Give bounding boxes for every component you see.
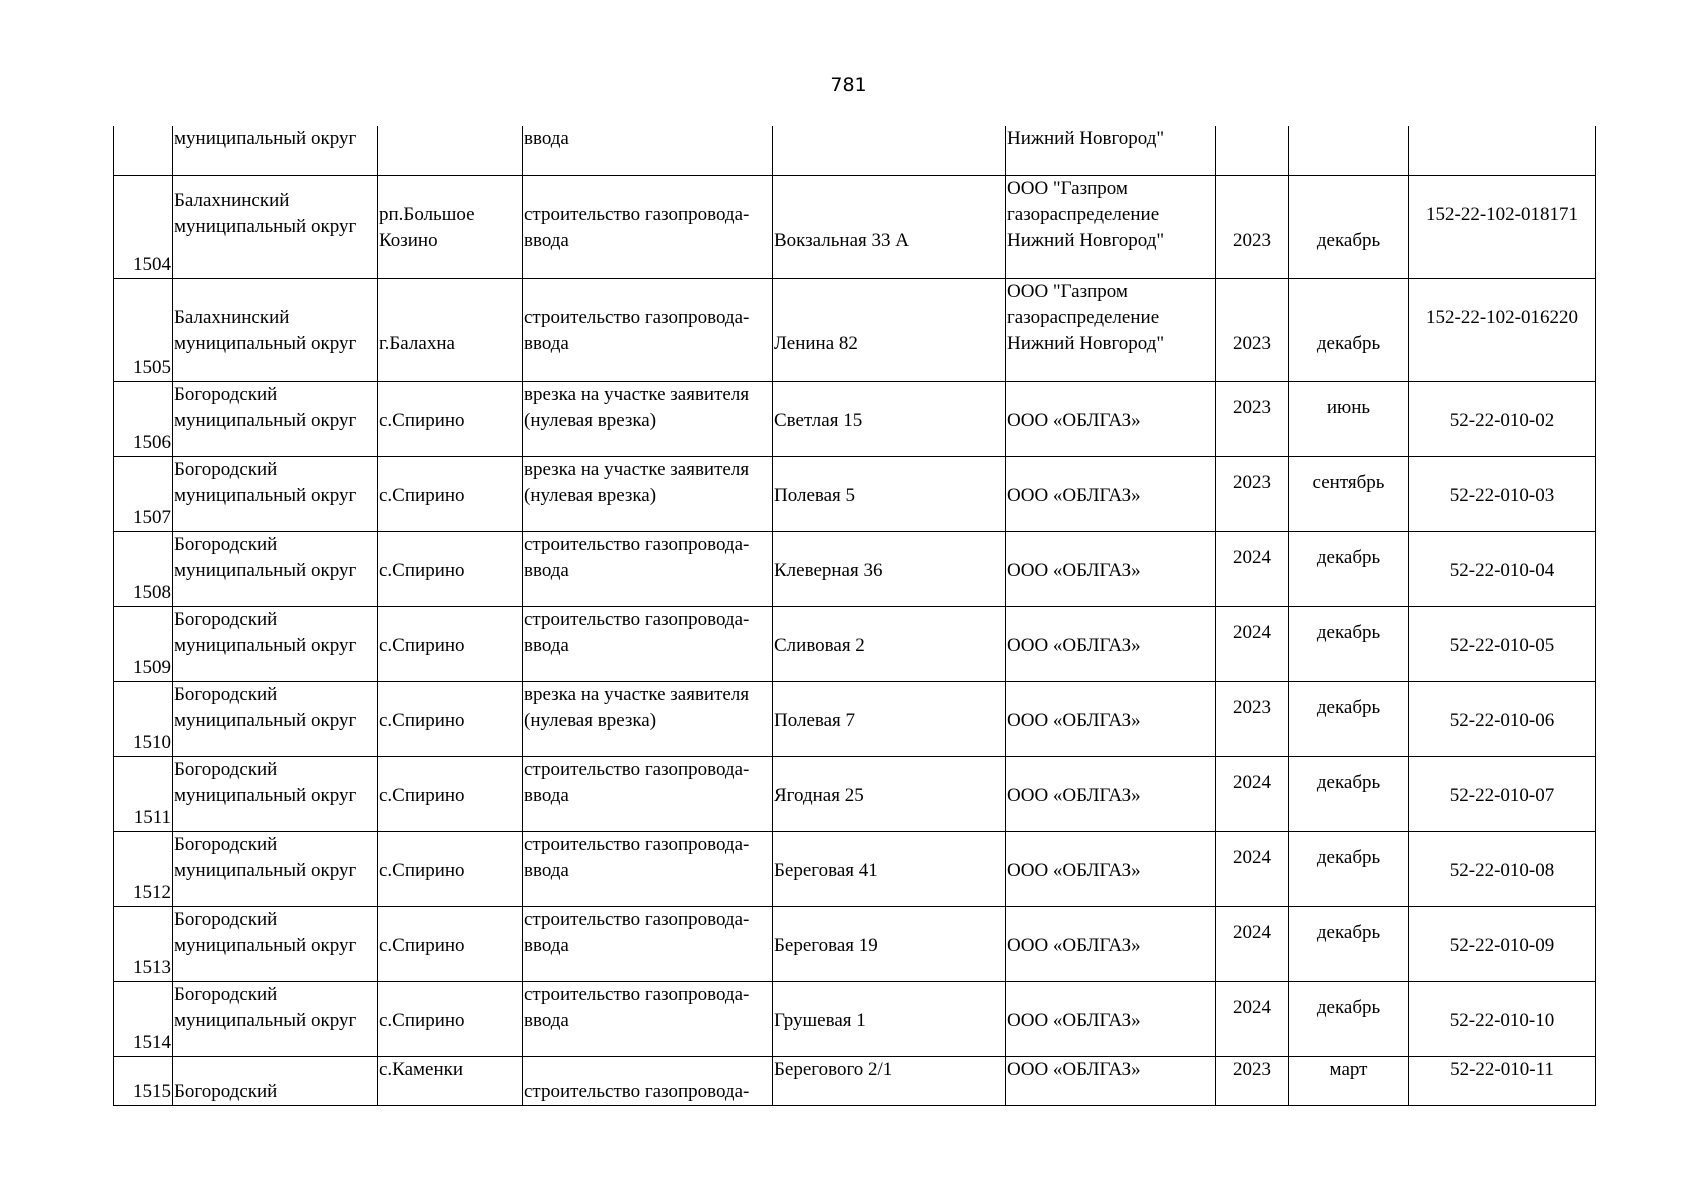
num-cell [114,381,173,456]
code-text: 52-22-010-08 [1449,859,1555,881]
num-cell [114,531,173,606]
address-text: Береговая 41 [774,859,878,881]
address-cell [773,126,1006,175]
code-cell [1409,456,1596,531]
registry-table [113,126,1596,1106]
company-line: Нижний Новгород" [1007,229,1165,251]
company-cell [1006,175,1216,278]
year-cell [1216,126,1289,175]
district-line: Богородский [174,683,278,705]
district-line: Богородский [174,908,278,930]
row-number: 1508 [133,581,171,603]
num-cell [114,1056,173,1105]
month-cell [1289,606,1409,681]
row-number: 1512 [133,881,171,903]
work-line: (нулевая врезка) [524,484,657,506]
year-cell [1216,381,1289,456]
work-line: ввода [524,559,569,581]
district-line: муниципальный округ [174,484,357,506]
year-cell [1216,606,1289,681]
month-text: июнь [1326,396,1371,418]
settlement-cell [378,606,523,681]
company-line: ООО "Газпром [1007,177,1128,199]
district-line: муниципальный округ [174,709,357,731]
year-text: 2024 [1233,996,1271,1018]
table-row [114,831,1596,906]
address-text: Берегового 2/1 [774,1058,893,1080]
work-cell [523,531,773,606]
code-cell [1409,126,1596,175]
work-line: строительство газопровода- [524,533,750,555]
year-cell [1216,831,1289,906]
address-text: Клеверная 36 [774,559,883,581]
company-text: ООО «ОБЛГАЗ» [1007,1009,1141,1031]
table-row [114,456,1596,531]
company-text: Нижний Новгород" [1007,128,1165,149]
district-line: муниципальный округ [174,859,357,881]
district-cell [173,831,378,906]
code-text: 52-22-010-03 [1449,484,1555,506]
year-text: 2024 [1233,546,1271,568]
work-line: ввода [524,229,569,251]
month-cell [1289,126,1409,175]
code-cell [1409,175,1596,278]
address-text: Светлая 15 [774,409,863,431]
settlement-cell [378,381,523,456]
year-cell [1216,756,1289,831]
work-line: строительство газопровода- [524,1080,750,1102]
district-line: Богородский [174,833,278,855]
address-cell [773,456,1006,531]
work-line: врезка на участке заявителя [524,458,750,480]
code-cell [1409,1056,1596,1105]
num-cell [114,906,173,981]
month-cell [1289,831,1409,906]
address-cell [773,831,1006,906]
year-text: 2024 [1233,621,1271,643]
work-line: строительство газопровода- [524,758,750,780]
work-line: ввода [524,784,569,806]
settlement-cell [378,531,523,606]
month-cell [1289,456,1409,531]
num-cell [114,831,173,906]
work-line: врезка на участке заявителя [524,683,750,705]
num-cell [114,175,173,278]
work-line: строительство газопровода- [524,306,750,328]
company-cell [1006,456,1216,531]
settlement-cell [378,981,523,1056]
table-row-continued [114,126,1596,175]
company-text: ООО «ОБЛГАЗ» [1007,1058,1141,1080]
company-cell [1006,381,1216,456]
code-text: 52-22-010-11 [1450,1058,1554,1080]
num-cell [114,126,173,175]
month-cell [1289,756,1409,831]
work-line: строительство газопровода- [524,983,750,1005]
code-cell [1409,831,1596,906]
company-cell [1006,126,1216,175]
work-cell [523,456,773,531]
address-text: Ленина 82 [774,332,858,354]
work-line: строительство газопровода- [524,833,750,855]
address-cell [773,606,1006,681]
row-number: 1514 [133,1031,171,1053]
year-text: 2024 [1233,846,1271,868]
district-line: муниципальный округ [174,332,357,354]
settlement-line: рп.Большое [379,203,475,225]
settlement-cell [378,681,523,756]
district-line: муниципальный округ [174,215,357,237]
district-cell [173,531,378,606]
code-cell [1409,381,1596,456]
district-cell [173,175,378,278]
code-cell [1409,906,1596,981]
settlement-text: с.Спирино [379,1009,465,1031]
company-text: ООО «ОБЛГАЗ» [1007,709,1141,731]
code-text: 152-22-102-018171 [1426,203,1578,225]
work-line: строительство газопровода- [524,203,750,225]
address-text: Грушевая 1 [774,1009,866,1031]
address-cell [773,681,1006,756]
settlement-text: с.Спирино [379,634,465,656]
company-cell [1006,1056,1216,1105]
code-text: 52-22-010-05 [1449,634,1555,656]
month-text: март [1329,1058,1368,1080]
company-cell [1006,981,1216,1056]
company-text: ООО «ОБЛГАЗ» [1007,409,1141,431]
year-text: 2024 [1233,921,1271,943]
address-text: Полевая 5 [774,484,856,506]
year-text: 2023 [1233,396,1271,418]
month-cell [1289,175,1409,278]
table-row [114,1056,1596,1105]
month-text: декабрь [1316,996,1381,1018]
num-cell [114,456,173,531]
settlement-text: с.Спирино [379,709,465,731]
table-row [114,175,1596,278]
table-row [114,381,1596,456]
address-cell [773,1056,1006,1105]
district-line: муниципальный округ [174,409,357,431]
year-cell [1216,456,1289,531]
row-number: 1510 [133,731,171,753]
settlement-cell [378,278,523,381]
num-cell [114,681,173,756]
work-cell [523,681,773,756]
district-line: Богородский [174,383,278,405]
settlement-cell [378,456,523,531]
settlement-cell [378,126,523,175]
year-cell [1216,681,1289,756]
month-text: декабрь [1316,771,1381,793]
settlement-text: с.Спирино [379,559,465,581]
company-text: ООО «ОБЛГАЗ» [1007,559,1141,581]
district-line: муниципальный округ [174,784,357,806]
district-cell [173,456,378,531]
work-cell [523,278,773,381]
district-cell [173,1056,378,1105]
work-cell [523,981,773,1056]
district-text: муниципальный округ [174,128,357,149]
month-cell [1289,531,1409,606]
table-row [114,531,1596,606]
company-text: ООО «ОБЛГАЗ» [1007,634,1141,656]
row-number: 1511 [133,806,171,828]
year-text: 2023 [1233,332,1271,354]
work-text: ввода [524,128,569,149]
code-text: 152-22-102-016220 [1426,306,1578,328]
district-line: Богородский [174,458,278,480]
code-text: 52-22-010-10 [1449,1009,1555,1031]
work-cell [523,381,773,456]
row-number: 1515 [133,1080,171,1102]
company-line: Нижний Новгород" [1007,332,1165,354]
code-cell [1409,278,1596,381]
code-cell [1409,531,1596,606]
month-cell [1289,981,1409,1056]
code-cell [1409,606,1596,681]
address-text: Полевая 7 [774,709,856,731]
work-cell [523,906,773,981]
work-line: ввода [524,859,569,881]
work-cell [523,175,773,278]
settlement-text: с.Спирино [379,859,465,881]
code-cell [1409,681,1596,756]
table-row [114,756,1596,831]
row-number: 1507 [133,506,171,528]
district-cell [173,756,378,831]
code-cell [1409,981,1596,1056]
district-cell [173,381,378,456]
settlement-text: с.Каменки [379,1058,464,1080]
company-line: газораспределение [1007,306,1160,328]
code-cell [1409,756,1596,831]
month-text: декабрь [1316,332,1381,354]
address-cell [773,175,1006,278]
work-line: ввода [524,634,569,656]
row-number: 1513 [133,956,171,978]
month-text: декабрь [1316,696,1381,718]
year-cell [1216,531,1289,606]
settlement-cell [378,1056,523,1105]
year-cell [1216,906,1289,981]
address-text: Береговая 19 [774,934,878,956]
company-cell [1006,681,1216,756]
district-line: Богородский [174,608,278,630]
company-cell [1006,278,1216,381]
work-cell [523,756,773,831]
district-line: Богородский [174,758,278,780]
month-text: декабрь [1316,621,1381,643]
year-text: 2023 [1233,696,1271,718]
district-line: муниципальный округ [174,634,357,656]
district-line: муниципальный округ [174,559,357,581]
district-cell [173,906,378,981]
work-line: ввода [524,332,569,354]
table-row [114,606,1596,681]
work-line: (нулевая врезка) [524,409,657,431]
year-text: 2023 [1233,229,1271,251]
settlement-text: с.Спирино [379,934,465,956]
district-line: Богородский [174,983,278,1005]
work-line: ввода [524,934,569,956]
row-number: 1506 [133,431,171,453]
work-line: ввода [524,1009,569,1031]
work-cell [523,831,773,906]
work-cell [523,126,773,175]
table-row [114,981,1596,1056]
code-text: 52-22-010-07 [1449,784,1555,806]
company-line: газораспределение [1007,203,1160,225]
num-cell [114,981,173,1056]
address-cell [773,756,1006,831]
row-number: 1509 [133,656,171,678]
settlement-text: с.Спирино [379,784,465,806]
year-text: 2024 [1233,771,1271,793]
month-cell [1289,906,1409,981]
row-number: 1504 [133,253,171,275]
settlement-cell [378,175,523,278]
company-text: ООО «ОБЛГАЗ» [1007,859,1141,881]
month-text: декабрь [1316,546,1381,568]
settlement-text: с.Спирино [379,409,465,431]
month-cell [1289,1056,1409,1105]
address-cell [773,906,1006,981]
year-cell [1216,278,1289,381]
work-line: врезка на участке заявителя [524,383,750,405]
company-cell [1006,756,1216,831]
company-text: ООО «ОБЛГАЗ» [1007,784,1141,806]
settlement-text: г.Балахна [379,332,455,354]
district-cell [173,606,378,681]
work-cell [523,1056,773,1105]
company-text: ООО «ОБЛГАЗ» [1007,934,1141,956]
year-cell [1216,1056,1289,1105]
address-text: Вокзальная 33 А [774,229,909,251]
table-row [114,278,1596,381]
district-line: Балахнинский [174,306,290,328]
address-text: Сливовая 2 [774,634,865,656]
month-text: декабрь [1316,846,1381,868]
month-text: декабрь [1316,229,1381,251]
district-line: муниципальный округ [174,1009,357,1031]
year-cell [1216,981,1289,1056]
settlement-line: Козино [379,229,438,251]
company-text: ООО «ОБЛГАЗ» [1007,484,1141,506]
page-number: 781 [830,74,867,96]
num-cell [114,278,173,381]
district-line: Богородский [174,533,278,555]
district-cell [173,278,378,381]
code-text: 52-22-010-02 [1449,409,1555,431]
company-line: ООО "Газпром [1007,280,1128,302]
num-cell [114,756,173,831]
company-cell [1006,906,1216,981]
code-text: 52-22-010-04 [1449,559,1555,581]
company-cell [1006,606,1216,681]
num-cell [114,606,173,681]
address-cell [773,278,1006,381]
settlement-cell [378,906,523,981]
district-cell [173,126,378,175]
row-number: 1505 [133,356,171,378]
code-text: 52-22-010-09 [1449,934,1555,956]
year-text: 2023 [1233,1058,1271,1080]
address-text: Ягодная 25 [774,784,864,806]
address-cell [773,981,1006,1056]
settlement-cell [378,756,523,831]
month-text: сентябрь [1312,471,1385,493]
district-line: муниципальный округ [174,934,357,956]
work-line: строительство газопровода- [524,908,750,930]
address-cell [773,531,1006,606]
district-line: Богородский [174,1080,278,1102]
address-cell [773,381,1006,456]
company-cell [1006,531,1216,606]
year-cell [1216,175,1289,278]
month-text: декабрь [1316,921,1381,943]
table-row [114,906,1596,981]
table-row [114,681,1596,756]
district-cell [173,981,378,1056]
district-line: Балахнинский [174,189,290,211]
settlement-cell [378,831,523,906]
code-text: 52-22-010-06 [1449,709,1555,731]
year-text: 2023 [1233,471,1271,493]
month-cell [1289,681,1409,756]
district-cell [173,681,378,756]
month-cell [1289,381,1409,456]
company-cell [1006,831,1216,906]
work-line: (нулевая врезка) [524,709,657,731]
work-cell [523,606,773,681]
work-line: строительство газопровода- [524,608,750,630]
month-cell [1289,278,1409,381]
settlement-text: с.Спирино [379,484,465,506]
